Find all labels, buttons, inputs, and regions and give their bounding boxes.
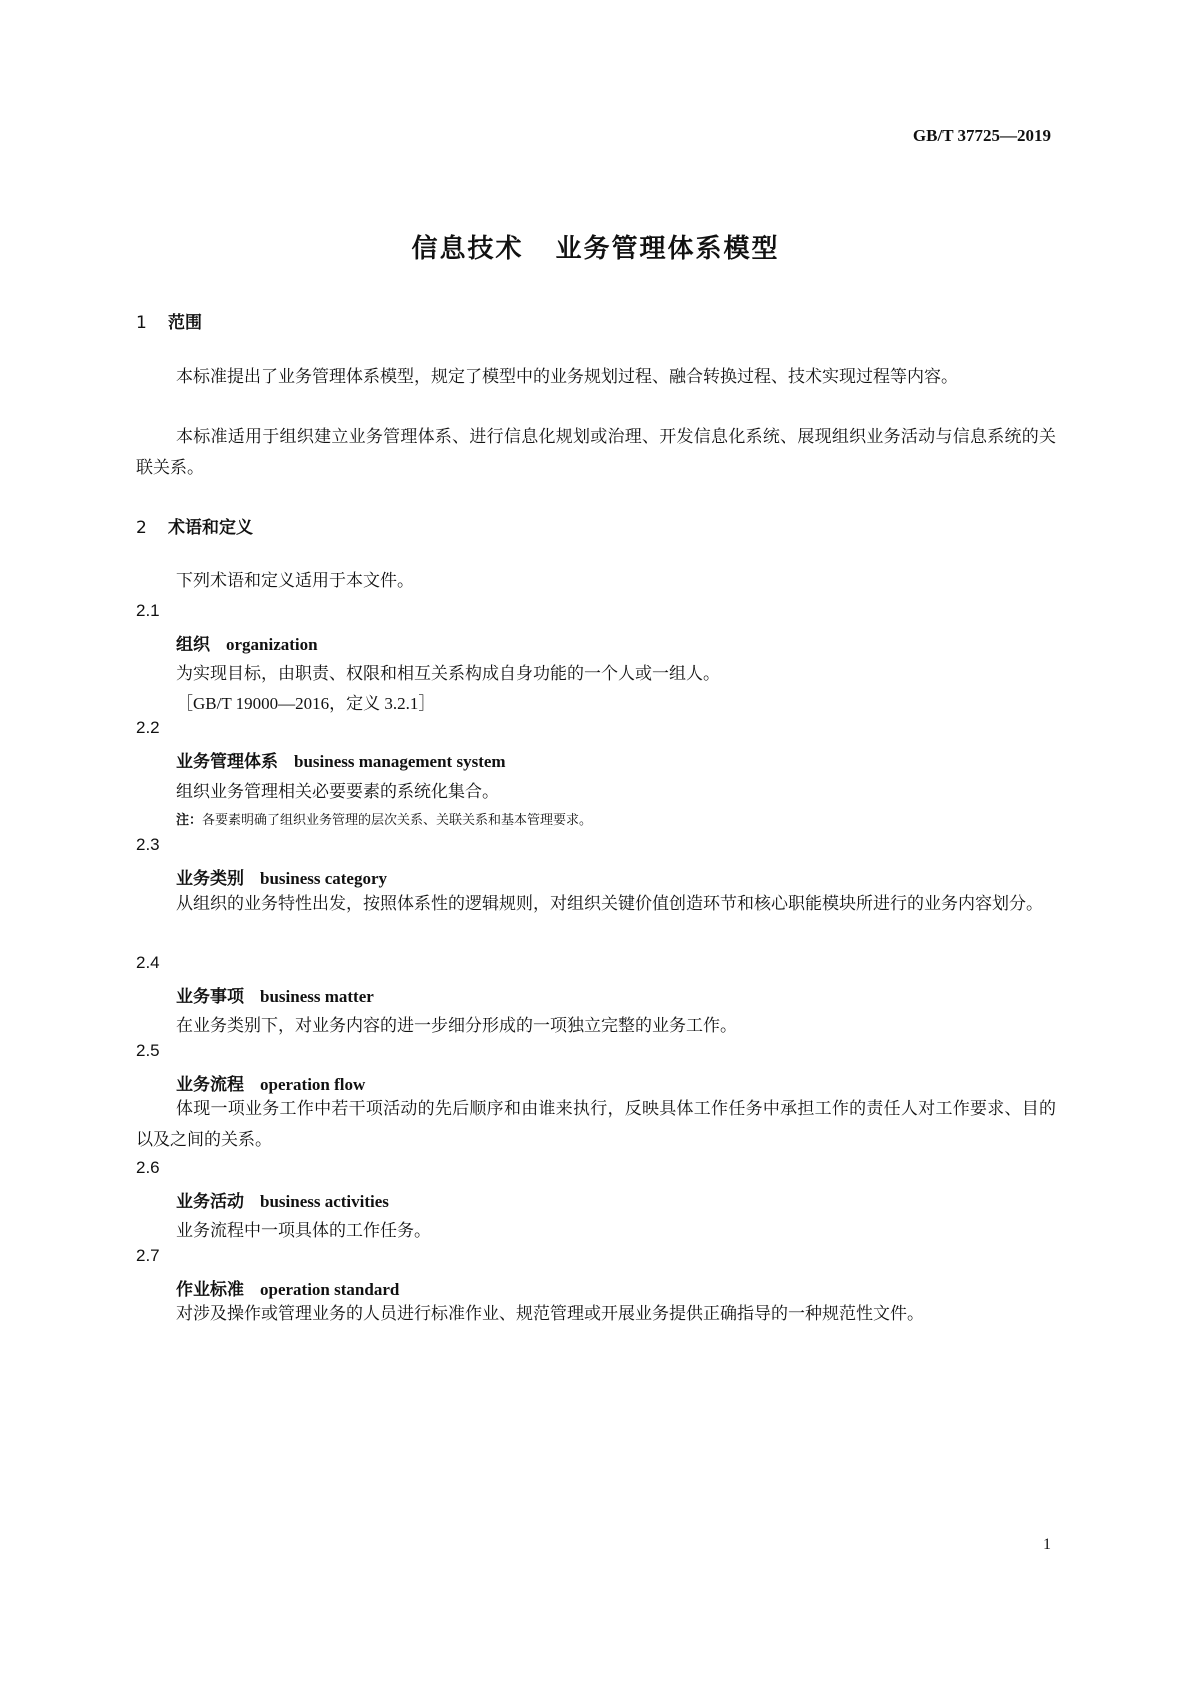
term-number: 2.5 — [136, 1041, 160, 1060]
title-part-1: 信息技术 — [411, 234, 524, 264]
term-en: business activities — [260, 1192, 389, 1211]
term-number: 2.1 — [136, 601, 160, 620]
term-number: 2.6 — [136, 1158, 160, 1177]
term-en: business category — [260, 869, 388, 888]
term-number: 2.7 — [136, 1246, 160, 1265]
page-number: 1 — [1043, 1536, 1051, 1553]
term-heading — [176, 630, 318, 655]
term-heading — [176, 747, 506, 772]
term-zh: 业务管理体系 — [176, 752, 278, 772]
term-heading — [176, 1070, 365, 1095]
term-zh: 业务流程 — [176, 1075, 244, 1095]
section-1-title: 范围 — [168, 313, 202, 333]
title-part-2: 业务管理体系模型 — [555, 234, 780, 264]
term-en: operation standard — [260, 1280, 400, 1299]
term-definition: 组织业务管理相关必要要素的系统化集合。 — [176, 782, 499, 802]
section-2-number: 2 — [136, 518, 147, 538]
term-zh: 组织 — [176, 635, 210, 655]
term-heading — [176, 982, 374, 1007]
note-label: 注： — [176, 813, 203, 828]
term-heading — [176, 1275, 399, 1300]
term-definition: 为实现目标，由职责、权限和相互关系构成自身功能的一个人或一组人。 — [176, 664, 720, 684]
term-definition: 体现一项业务工作中若干项活动的先后顺序和由谁来执行，反映具体工作任务中承担工作的责任人对工作要求、目的以及之间的关系。 — [136, 1099, 1056, 1150]
term-note — [176, 809, 592, 828]
section-2-heading — [136, 513, 253, 538]
term-definition: 业务流程中一项具体的工作任务。 — [176, 1221, 431, 1241]
term-en: operation flow — [260, 1075, 366, 1094]
term-en: organization — [226, 635, 318, 654]
term-zh: 业务事项 — [176, 987, 244, 1007]
section-1-number: 1 — [136, 313, 147, 333]
section-1-paragraph-2: 本标准适用于组织建立业务管理体系、进行信息化规划或治理、开发信息化系统、展现组织业务活动与信息系统的关联关系。 — [136, 427, 1056, 478]
section-1-paragraph-1: 本标准提出了业务管理体系模型，规定了模型中的业务规划过程、融合转换过程、技术实现过程等内容。 — [176, 367, 958, 387]
term-en: business management system — [294, 752, 506, 771]
standard-code: GB/T 37725—2019 — [912, 126, 1051, 145]
section-2-title: 术语和定义 — [168, 518, 253, 538]
term-en: business matter — [260, 987, 374, 1006]
term-source: ［GB/T 19000—2016，定义 3.2.1］ — [176, 694, 436, 713]
term-heading — [176, 864, 387, 889]
term-number: 2.3 — [136, 835, 160, 854]
term-heading — [176, 1187, 389, 1212]
term-definition: 在业务类别下，对业务内容的进一步细分形成的一项独立完整的业务工作。 — [176, 1016, 737, 1036]
term-zh: 业务类别 — [176, 869, 244, 889]
term-number: 2.4 — [136, 953, 160, 972]
note-text: 各要素明确了组织业务管理的层次关系、关联关系和基本管理要求。 — [202, 813, 593, 828]
term-zh: 业务活动 — [176, 1192, 244, 1212]
section-2-intro: 下列术语和定义适用于本文件。 — [176, 571, 414, 591]
section-1-heading — [136, 308, 202, 333]
term-definition: 从组织的业务特性出发，按照体系性的逻辑规则，对组织关键价值创造环节和核心职能模块所进行的业务内容划分。 — [176, 894, 1043, 914]
document-title — [0, 228, 1191, 265]
term-zh: 作业标准 — [176, 1280, 244, 1300]
term-number: 2.2 — [136, 718, 160, 737]
term-definition: 对涉及操作或管理业务的人员进行标准作业、规范管理或开展业务提供正确指导的一种规范性文件。 — [176, 1304, 924, 1324]
